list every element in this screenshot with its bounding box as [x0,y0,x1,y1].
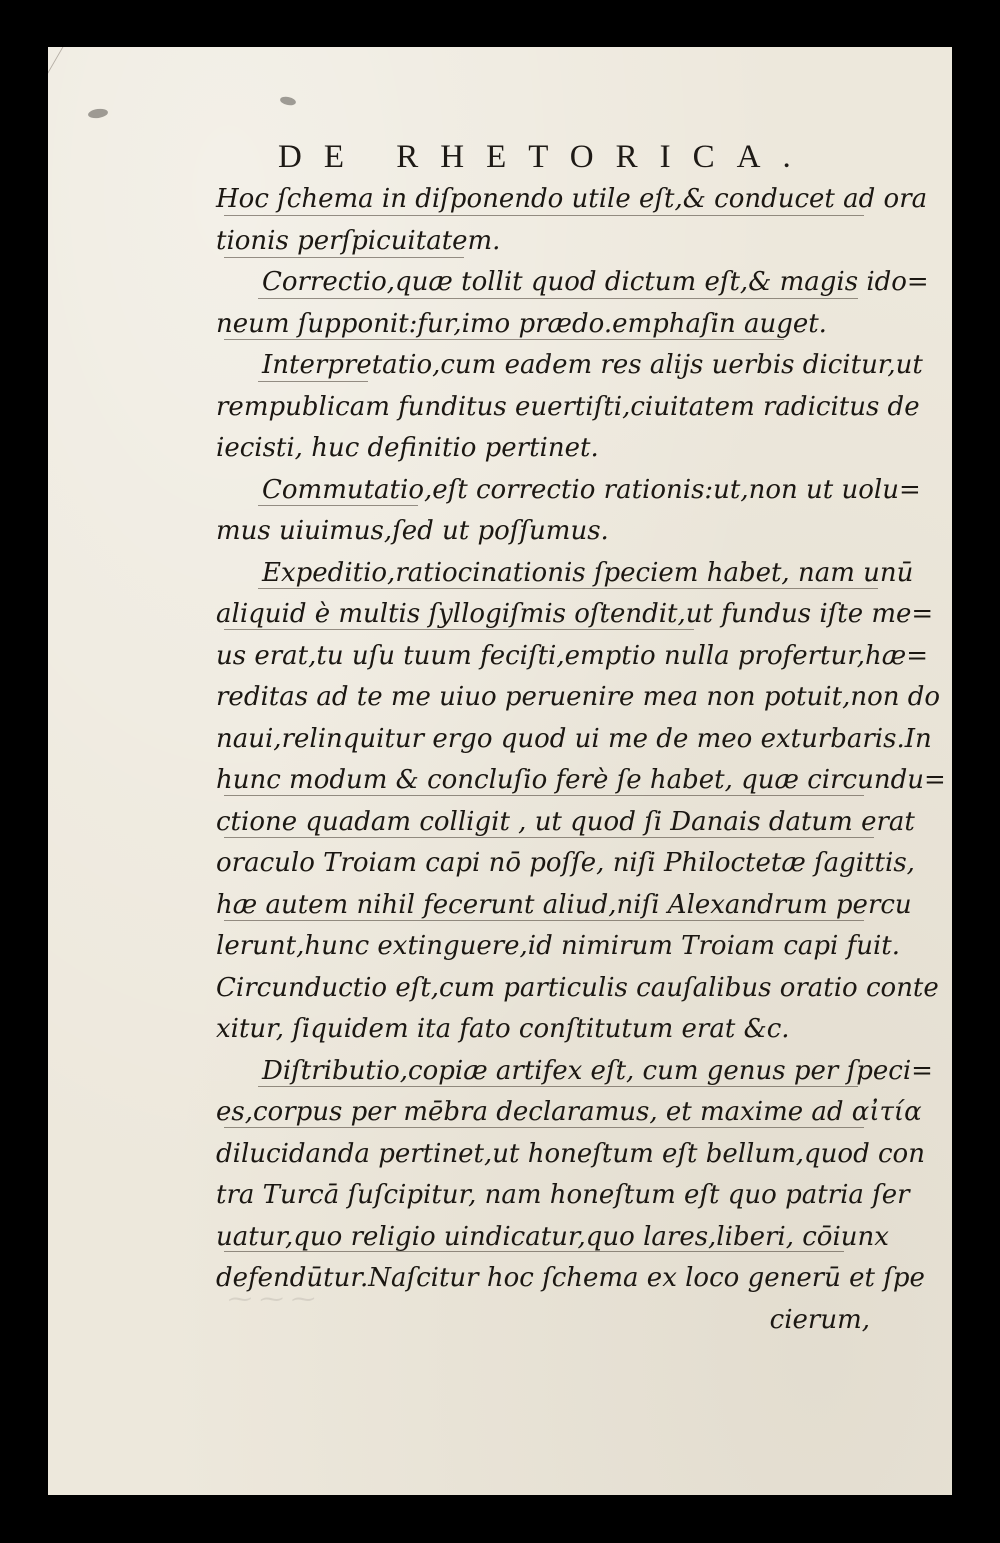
text-line: tra Turcā ſuſcipitur, nam honeſtum eſt quo patria ſer [216,1180,910,1210]
ink-smudge [279,95,296,106]
page-corner-mark [48,47,93,83]
handwritten-underline [258,588,878,589]
text-line: hunc modum & concluſio ferè ſe habet, quæ circundu= [216,765,946,795]
text-line: Expeditio,ratiocinationis ſpeciem habet, nam unū [262,557,914,588]
text-line: Commutatio,eſt correctio rationis:ut,non ut uolu= [262,474,921,505]
handwritten-underline [224,795,864,796]
text-line: es,corpus per mēbra declaramus, et maxime ad αἰτία [216,1097,922,1127]
text-line: oraculo Troiam capi nō poſſe, niſi Philoctetæ ſagittis, [216,848,915,878]
handwritten-underline [258,381,368,382]
text-line: naui,relinquitur ergo quod ui me de meo exturbaris.In [216,723,932,754]
handwritten-underline [258,505,418,506]
text-line: lerunt,hunc extinguere,id nimirum Troiam capi fuit. [216,931,900,961]
handwritten-underline [224,257,464,258]
ink-smudge [87,108,108,120]
text-line: xitur, ſiquidem ita fato conſtitutum erat &c. [216,1014,790,1044]
text-line: Hoc ſchema in diſponendo utile eſt,& conducet ad ora [216,184,928,214]
catchword: cierum, [769,1304,870,1335]
handwritten-underline [224,837,874,838]
text-line: Circunductio eſt,cum particulis cauſalibus oratio conte [216,972,939,1003]
handwritten-underline [258,298,858,299]
text-line: iecisti, huc definitio pertinet. [216,433,599,463]
text-line: ctione quadam colligit , ut quod ſi Danais datum erat [216,806,915,837]
text-line: Interpretatio,cum eadem res alijs uerbis dicitur,ut [262,350,923,380]
text-line: reditas ad te me uiuo peruenire mea non potuit,non do [216,682,941,712]
text-line: mus uiuimus,ſed ut poſſumus. [216,516,609,546]
text-line: us erat,tu uſu tuum feciſti,emptio nulla profertur,hæ= [216,640,929,671]
text-line: rempublicam funditus euertiſti,ciuitatem radicitus de [216,391,920,422]
handwritten-underline [224,1251,844,1252]
handwritten-underline [224,215,864,216]
text-line: aliquid è multis ſyllogiſmis oſtendit,ut fundus iſte me= [216,599,934,629]
text-line: dilucidanda pertinet,ut honeſtum eſt bellum,quod con [216,1138,925,1169]
running-head: DE RHETORICA. [278,139,813,175]
handwritten-underline [224,1127,864,1128]
handwritten-underline [258,1086,858,1087]
bleed-through: ⁓ ⁓ ⁓ [228,1285,316,1313]
text-line: neum ſupponit:fur,imo prædo.emphaſin auget. [216,308,827,339]
text-line: Diſtributio,copiæ artifex eſt, cum genus per ſpeci= [262,1055,933,1086]
text-line: tionis perſpicuitatem. [216,225,501,256]
text-line: Correctio,quæ tollit quod dictum eſt,& magis ido= [262,267,929,297]
body-text [216,179,946,1341]
book-page [48,47,952,1495]
handwritten-underline [224,339,784,340]
handwritten-underline [224,629,694,630]
handwritten-underline [224,920,864,921]
text-line: defendūtur.Naſcitur hoc ſchema ex loco generū et ſpe [216,1263,925,1293]
text-line: uatur,quo religio uindicatur,quo lares,liberi, cōiunx [216,1221,889,1252]
text-line: hæ autem nihil fecerunt aliud,niſi Alexandrum percu [216,889,912,920]
